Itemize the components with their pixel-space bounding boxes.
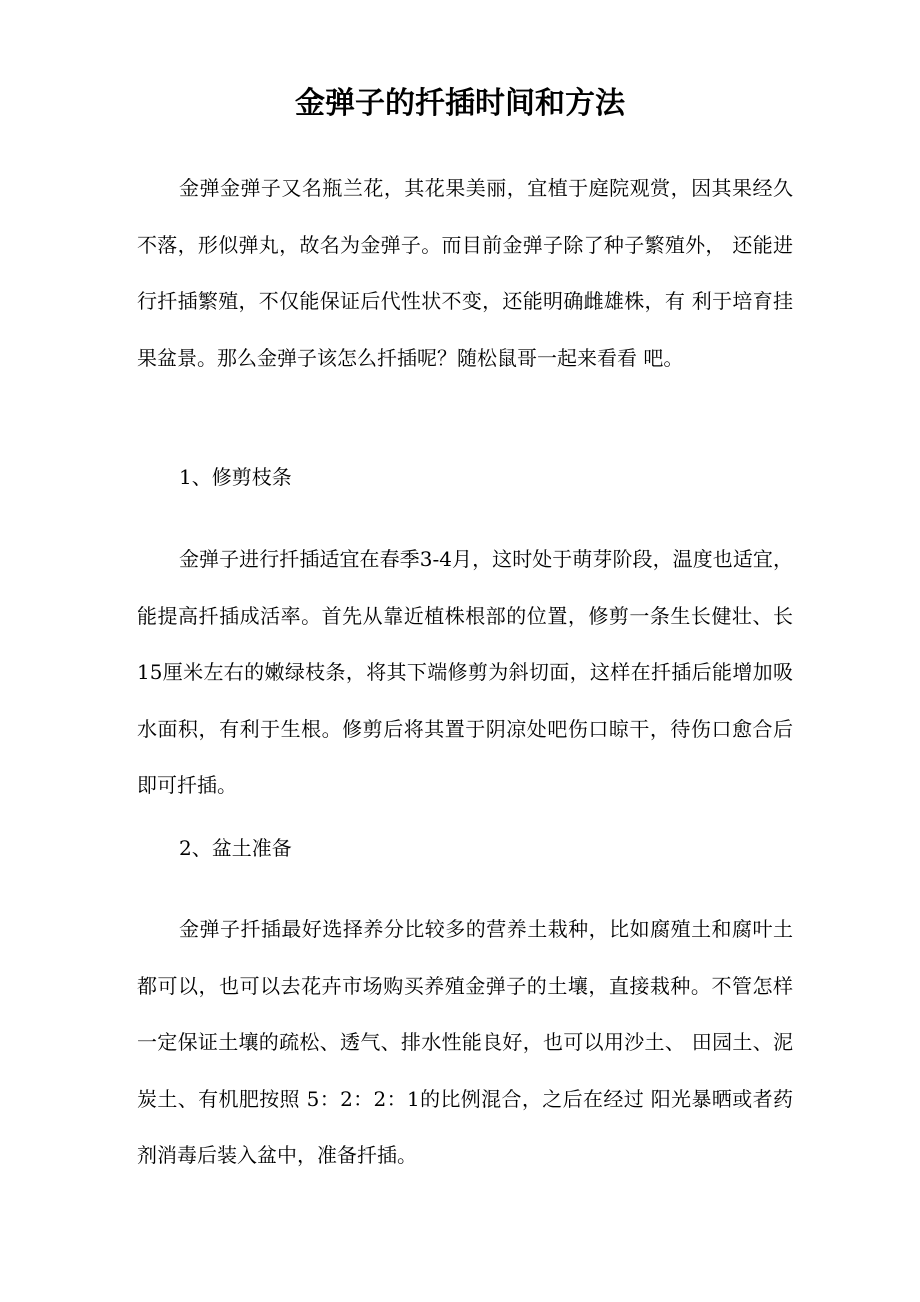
section-heading-pruning: 1、修剪枝条 — [179, 465, 292, 489]
section-body-soil: 金弹子扦插最好选择养分比较多的营养土栽种，比如腐殖土和腐叶土都可以，也可以去花卉市场购买养殖金弹子的土壤，直接栽种。不管怎样一定保证土壤的疏松、透气、排水性能良好，也可以用沙土、 田园土、泥炭土、有机肥按照 5：2：2：1的比例混合，之后在经过 阳光暴晒或者药剂消毒后装入盆中，准备扦插。 — [137, 917, 793, 1167]
intro-paragraph: 金弹金弹子又名瓶兰花，其花果美丽，宜植于庭院观赏，因其果经久不落，形似弹丸，故名为金弹子。而目前金弹子除了种子繁殖外， 还能进行扦插繁殖，不仅能保证后代性状不变，还能明确雌雄株，有 利于培育挂果盆景。那么金弹子该怎么扦插呢？随松鼠哥一起来看看 吧。 — [137, 176, 793, 370]
section-heading-soil: 2、盆土准备 — [179, 836, 292, 860]
section-body-pruning: 金弹子进行扦插适宜在春季3-4月，这时处于萌芽阶段，温度也适宜，能提高扦插成活率。首先从靠近植株根部的位置，修剪一条生长健壮、长 15厘米左右的嫩绿枝条，将其下端修剪为斜切面，这样在扦插后能增加吸水面积，有利于生根。修剪后将其置于阴凉处吧伤口晾干，待伤口愈合后即可扦插。 — [137, 547, 793, 797]
document-title: 金弹子的扦插时间和方法 — [295, 86, 625, 121]
